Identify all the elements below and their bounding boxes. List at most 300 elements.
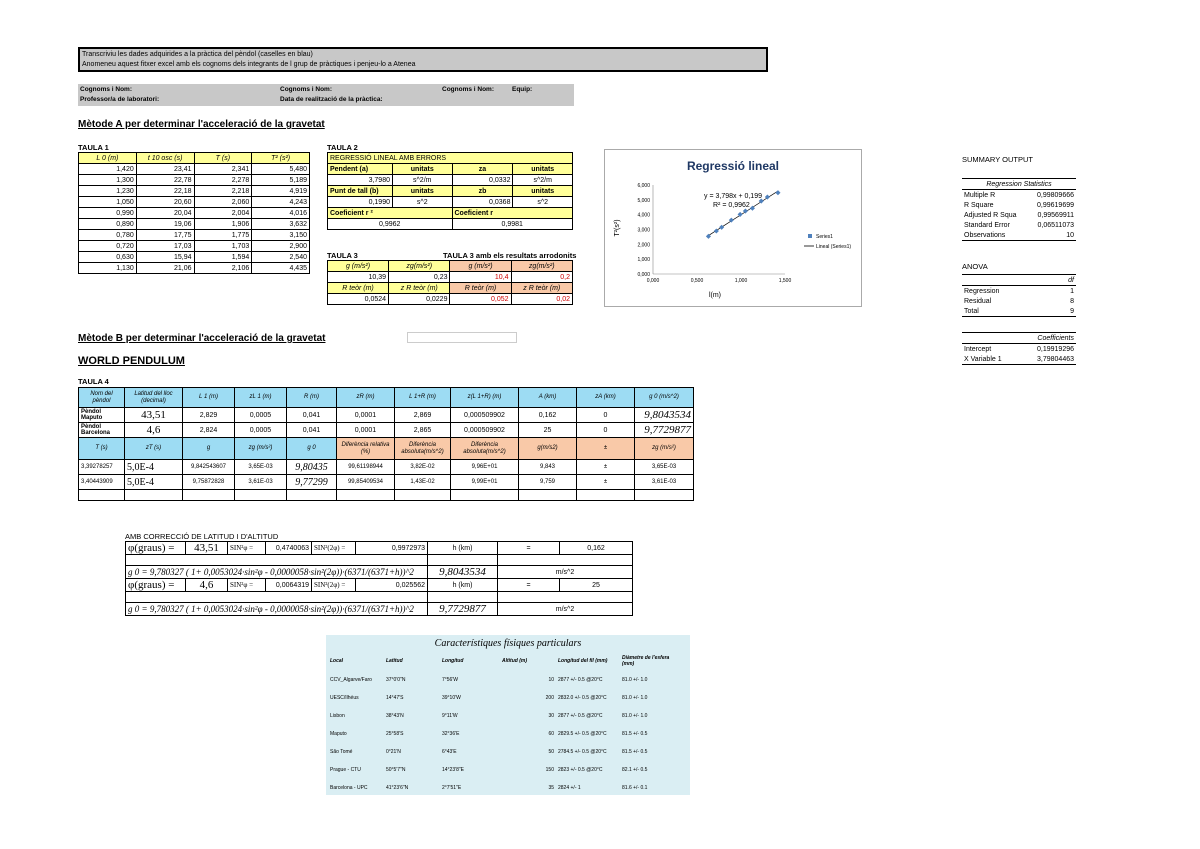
t1-cell[interactable]: 3,150	[252, 230, 310, 241]
t4-cell: 0,162	[519, 408, 577, 423]
t1-cell[interactable]: 5,480	[252, 164, 310, 175]
t4-cell2: ±	[577, 460, 635, 475]
t4-cell2: 9,96E+01	[451, 460, 519, 475]
t1-cell[interactable]: 4,243	[252, 197, 310, 208]
t1-cell[interactable]: 2,218	[194, 186, 252, 197]
g0-result-2: 9,7729877	[428, 603, 498, 616]
t4-cell2: 9,843	[519, 460, 577, 475]
coef-value: 0,19919296	[1037, 345, 1074, 353]
t4-header-cell: R (m)	[287, 388, 337, 408]
t4-cell: 0,000509902	[451, 423, 519, 438]
chart-ytick-label: 6,000	[637, 183, 650, 189]
char-cell: 35	[548, 785, 554, 791]
char-cell: 2877 +/- 0.5 @20°C	[558, 677, 603, 683]
t4-cell: 0,0001	[337, 423, 395, 438]
t2-coef-r-value: 0,9981	[452, 219, 573, 230]
summary-row	[962, 200, 1076, 210]
surnames-field-1[interactable]: Cognoms i Nom:	[80, 86, 132, 93]
t1-cell[interactable]: 2,278	[194, 175, 252, 186]
char-header-cell: Longitud	[442, 658, 464, 664]
t3-h-g: g (m/s²)	[328, 261, 389, 272]
regression-stats-table	[962, 178, 1076, 241]
t4-cell2: 1,43E-02	[395, 475, 451, 490]
chart-equation: y = 3,798x + 0,199	[704, 193, 762, 200]
t1-cell[interactable]: 1,703	[194, 241, 252, 252]
t4-cell[interactable]: 4,6	[125, 423, 183, 438]
t1-cell[interactable]: 0,720	[79, 241, 137, 252]
t3-h-zr-rounded: z R teòr (m)	[511, 283, 572, 294]
t4-header2-cell: Diferència absoluta(m/s^2)	[451, 438, 519, 460]
summary-row	[962, 190, 1076, 201]
t4-cell: 9,7729877	[635, 423, 694, 438]
altitude-value-1[interactable]: 0,162	[560, 542, 633, 555]
char-header-cell: Diàmetre de l'esfera (mm)	[622, 655, 670, 667]
sin2phi-label-2: SIN²φ =	[228, 579, 266, 592]
char-cell: 14°47'S	[386, 695, 404, 701]
t1-row	[79, 186, 310, 197]
chart-xtick-label: 0,500	[690, 278, 704, 284]
summary-label: Standard Error	[964, 221, 1010, 229]
taula1-label: TAULA 1	[78, 143, 109, 152]
t4-cell: 0,0001	[337, 408, 395, 423]
char-cell: 81.0 +/- 1.0	[622, 677, 648, 683]
t1-cell[interactable]: 1,420	[79, 164, 137, 175]
char-cell: 25°58'S	[386, 731, 404, 737]
sin2phi-label-1: SIN²φ =	[228, 542, 266, 555]
t4-header-cell: g 0 (m/s^2)	[635, 388, 694, 408]
t3-zr-rounded: 0,02	[511, 294, 572, 305]
t4-cell: 0,0005	[235, 408, 287, 423]
chart-ytick-label: 3,000	[637, 227, 650, 234]
char-cell: 41°23'6"N	[386, 785, 409, 791]
t4-cell[interactable]: 2,824	[183, 423, 235, 438]
t1-cell[interactable]: 0,780	[79, 230, 137, 241]
t4-header2-cell: g(m/s2)	[519, 438, 577, 460]
char-cell: 37°0'0"N	[386, 677, 406, 683]
char-cell: 50°5'7"N	[386, 767, 406, 773]
coefficients-header: Coefficients	[1019, 333, 1076, 344]
summary-label: Adjusted R Squa	[964, 211, 1017, 219]
t2-pendent-unit: s^2/m	[393, 175, 453, 186]
taula4-table	[78, 387, 694, 501]
char-row	[328, 761, 684, 779]
characteristics-table	[328, 651, 684, 797]
t3-h-zg: zg(m/s²)	[389, 261, 450, 272]
t2-units-4: unitats	[513, 186, 573, 197]
t1-cell[interactable]: 1,594	[194, 252, 252, 263]
char-cell: 14°23'8"E	[442, 767, 464, 773]
char-cell: 2877 +/- 0.5 @20°C	[558, 713, 603, 719]
t3-zg: 0,23	[389, 272, 450, 283]
t2-units-2: unitats	[513, 164, 573, 175]
t3-g: 10,39	[328, 272, 389, 283]
method-a-title: Mètode A per determinar l'acceleració de la gravetat	[78, 119, 325, 130]
phi-value-1[interactable]: 43,51	[186, 542, 228, 555]
equals-1: =	[498, 542, 560, 555]
t4-header-cell: L 1+R (m)	[395, 388, 451, 408]
t4-cell2: 9,759	[519, 475, 577, 490]
t4-cell: 0,041	[287, 423, 337, 438]
date-field[interactable]: Data de realització de la pràctica:	[280, 96, 383, 103]
char-cell: Lisbon	[330, 713, 345, 719]
char-cell: Barcelona - UPC	[330, 785, 368, 791]
student-info-bar	[78, 84, 574, 106]
g0-unit-2: m/s^2	[498, 603, 633, 616]
summary-row	[962, 220, 1076, 230]
t1-cell[interactable]: 1,906	[194, 219, 252, 230]
t1-row	[79, 241, 310, 252]
phi-value-2[interactable]: 4,6	[186, 579, 228, 592]
char-cell: 6°43'E	[442, 749, 457, 755]
regression-chart[interactable]	[604, 149, 862, 307]
t3-h-zg-rounded: zg(m/s²)	[511, 261, 572, 272]
t1-cell[interactable]: 2,004	[194, 208, 252, 219]
empty-input-box[interactable]	[407, 332, 517, 343]
char-cell: 39°10'W	[442, 695, 461, 701]
t1-cell[interactable]: 2,341	[194, 164, 252, 175]
chart-legend	[804, 234, 851, 250]
chart-ytick-label: 1,000	[637, 257, 650, 264]
t3-r: 0,0524	[328, 294, 389, 305]
chart-title: Regressió lineal	[686, 159, 780, 173]
characteristics-title: Característiques físiques particulars	[434, 638, 582, 649]
t4-header2-cell: ±	[577, 438, 635, 460]
t4-header2-cell: zT (s)	[125, 438, 183, 460]
t4-cell: 0,041	[287, 408, 337, 423]
gravity-formula-1: g 0 = 9,780327 ( 1+ 0,0053024·sin²φ - 0,0000058·sin²(2φ))·(6371/(6371+h))^2	[126, 566, 428, 579]
char-cell: 7°56'W	[442, 677, 459, 683]
anova-label: Regression	[964, 287, 1000, 295]
t1-row	[79, 230, 310, 241]
anova-row	[962, 296, 1076, 306]
t2-coef-r2-label: Coeficient r ²	[328, 208, 453, 219]
t1-cell[interactable]: 19,06	[136, 219, 194, 230]
phi-label-1: φ(graus) =	[126, 542, 186, 555]
char-row	[328, 671, 684, 689]
char-cell: 10	[548, 677, 554, 683]
t1-cell[interactable]: 4,919	[252, 186, 310, 197]
char-header-cell: Longitud del fil (mm)	[558, 658, 608, 664]
coef-value: 3,79804463	[1019, 354, 1076, 365]
t4-cell[interactable]: 2,829	[183, 408, 235, 423]
char-header-cell: Latitud	[386, 658, 403, 664]
char-cell: 81.5 +/- 0.5	[622, 749, 648, 755]
anova-row	[962, 286, 1076, 297]
t3-zg-rounded: 0,2	[511, 272, 572, 283]
t4-cell: 0,000509902	[451, 408, 519, 423]
t2-punt-value: 0,1990	[328, 197, 393, 208]
summary-row	[962, 230, 1076, 241]
char-cell: 2832.0 +/- 0.5 @20°C	[558, 695, 607, 701]
t4-cell: 0	[577, 423, 635, 438]
coefficients-table	[962, 332, 1076, 365]
legend-series1-marker	[808, 234, 812, 238]
t4-cell2[interactable]: 5,0E-4	[125, 460, 183, 475]
t1-cell[interactable]: 0,630	[79, 252, 137, 263]
t1-cell[interactable]: 4,016	[252, 208, 310, 219]
char-cell: 81.6 +/- 0.1	[622, 785, 648, 791]
t4-cell2: 3,61E-03	[235, 475, 287, 490]
char-cell: CCV_Algarve/Faro	[330, 677, 372, 683]
t4-cell[interactable]: 43,51	[125, 408, 183, 423]
t4-cell2: 3,82E-02	[395, 460, 451, 475]
char-cell: 50	[548, 749, 554, 755]
anova-table	[962, 274, 1076, 317]
t2-za-value: 0,0332	[452, 175, 513, 186]
sin2-2phi-label-1: SIN²(2φ) =	[312, 542, 356, 555]
world-pendulum-title: WORLD PENDULUM	[78, 355, 185, 367]
t1-cell[interactable]: 15,94	[136, 252, 194, 263]
summary-value: 0,99619699	[1037, 201, 1074, 209]
anova-label: Total	[962, 306, 1053, 317]
taula3-rounded-label: TAULA 3 amb els resultats arrodonits	[443, 251, 577, 260]
t1-cell[interactable]: 22,78	[136, 175, 194, 186]
char-cell: UESC/Ilhéus	[330, 695, 359, 701]
t1-cell[interactable]: 1,775	[194, 230, 252, 241]
g0-result-1: 9,8043534	[428, 566, 498, 579]
t1-cell[interactable]: 20,04	[136, 208, 194, 219]
t1-cell[interactable]: 1,230	[79, 186, 137, 197]
altitude-label-2: h (km)	[428, 579, 498, 592]
t1-header-t2: T² (s²)	[252, 153, 310, 164]
chart-ytick-label: 0,000	[637, 272, 650, 278]
taula3-table	[327, 260, 573, 305]
t4-header-cell: L 1 (m)	[183, 388, 235, 408]
chart-point	[719, 225, 724, 230]
char-cell: 60	[548, 731, 554, 737]
anova-value: 8	[1070, 297, 1074, 305]
sin2-2phi-value-1: 0,9972973	[356, 542, 428, 555]
t4-cell2: 9,75872828	[183, 475, 235, 490]
taula2-label: TAULA 2	[327, 143, 358, 152]
char-row	[328, 689, 684, 707]
t4-cell[interactable]: Pèndol Maputo	[79, 408, 125, 423]
taula3-label: TAULA 3	[327, 251, 358, 260]
summary-value: 10	[1028, 230, 1076, 241]
t2-coef-r2-value: 0,9962	[328, 219, 453, 230]
t2-pendent-value: 3,7980	[328, 175, 393, 186]
t4-header-cell: Latitud del lloc (decimal)	[125, 388, 183, 408]
char-cell: 2°7'51"E	[442, 785, 462, 791]
t1-cell[interactable]: 1,130	[79, 263, 137, 274]
surnames-field-3[interactable]: Cognoms i Nom:	[442, 86, 494, 93]
chart-r-squared: R² = 0,9962	[713, 202, 750, 209]
t4-cell2[interactable]: 3,39278257	[79, 460, 125, 475]
summary-value: 0,99809666	[1037, 191, 1074, 199]
t2-punt-label: Punt de tall (b)	[328, 186, 393, 197]
t1-cell[interactable]: 20,60	[136, 197, 194, 208]
t4-cell2: 9,99E+01	[451, 475, 519, 490]
g0-unit-1: m/s^2	[498, 566, 633, 579]
char-cell: 2824 +/- 1	[558, 785, 581, 791]
t3-h-zr: z R teòr (m)	[389, 283, 450, 294]
taula1-table	[78, 152, 310, 274]
t4-row2	[79, 475, 694, 490]
t4-cell: 0	[577, 408, 635, 423]
char-cell: Prague - CTU	[330, 767, 361, 773]
t3-r-rounded: 0,052	[450, 294, 511, 305]
t2-zb-unit: s^2	[513, 197, 573, 208]
t1-row	[79, 197, 310, 208]
coef-row	[962, 344, 1076, 355]
instructions-banner	[78, 47, 768, 72]
t4-cell2: 3,61E-03	[635, 475, 694, 490]
t4-cell: 2,865	[395, 423, 451, 438]
t4-cell2: ±	[577, 475, 635, 490]
t1-row	[79, 208, 310, 219]
t1-cell[interactable]: 0,990	[79, 208, 137, 219]
char-row	[328, 725, 684, 743]
t1-header-t: T (s)	[194, 153, 252, 164]
surnames-field-2[interactable]: Cognoms i Nom:	[280, 86, 332, 93]
char-cell: 81.0 +/- 1.0	[622, 713, 648, 719]
chart-xlabel: l(m)	[708, 292, 722, 299]
t1-cell[interactable]: 17,03	[136, 241, 194, 252]
t4-row2	[79, 460, 694, 475]
t1-cell[interactable]: 2,060	[194, 197, 252, 208]
char-cell: São Tomé	[330, 749, 353, 755]
char-row	[328, 707, 684, 725]
chart-ytick-label: 2,000	[637, 242, 650, 249]
correction-table	[125, 541, 633, 616]
regression-chart-svg	[605, 150, 861, 306]
t1-cell[interactable]: 2,106	[194, 263, 252, 274]
t4-header2-cell: zg (m/s²)	[235, 438, 287, 460]
summary-label: Multiple R	[964, 191, 996, 199]
t4-header2-cell: T (s)	[79, 438, 125, 460]
t4-cell2: 9,842543607	[183, 460, 235, 475]
sin2-2phi-label-2: SIN²(2φ) =	[312, 579, 356, 592]
t4-header-cell: zA (km)	[577, 388, 635, 408]
char-cell: 2784.5 +/- 0.5 @20°C	[558, 749, 607, 755]
t1-cell[interactable]: 4,435	[252, 263, 310, 274]
chart-xtick-label: 1,000	[734, 278, 748, 284]
t4-cell: 0,0005	[235, 423, 287, 438]
chart-ytick-label: 4,000	[637, 212, 650, 219]
t4-cell2: 3,65E-03	[235, 460, 287, 475]
t1-row	[79, 252, 310, 263]
summary-row	[962, 210, 1076, 220]
char-cell: 2829.5 +/- 0.5 @20°C	[558, 731, 607, 737]
t1-cell[interactable]: 22,18	[136, 186, 194, 197]
t4-cell[interactable]: Pèndol Barcelona	[79, 423, 125, 438]
char-cell: 9°11'W	[442, 713, 458, 719]
t2-zb-value: 0,0368	[452, 197, 513, 208]
t3-zr: 0,0229	[389, 294, 450, 305]
team-field[interactable]: Equip:	[512, 86, 533, 93]
coef-label: Intercept	[964, 345, 992, 353]
t2-coef-r-label: Coeficient r	[452, 208, 573, 219]
t2-za-label: za	[452, 164, 513, 175]
t4-cell2: 9,77299	[287, 475, 337, 490]
correction-title: AMB CORRECCIÓ DE LATITUD I D'ALTITUD	[125, 532, 279, 541]
t1-cell[interactable]: 1,300	[79, 175, 137, 186]
taula4-label: TAULA 4	[78, 377, 109, 386]
t4-row	[79, 423, 694, 438]
char-cell: 32°36'E	[442, 731, 460, 737]
chart-ytick-label: 5,000	[637, 197, 650, 204]
anova-df-header: df	[1053, 275, 1076, 286]
legend-series1-label: Series1	[816, 234, 833, 240]
t3-h-g-rounded: g (m/s²)	[450, 261, 511, 272]
char-cell: 2823 +/- 0.5 @20°C	[558, 767, 603, 773]
summary-label: Observations	[962, 230, 1028, 241]
taula2-table	[327, 152, 573, 230]
chart-xtick-label: 0,000	[646, 278, 660, 284]
equals-2: =	[498, 579, 560, 592]
phi-label-2: φ(graus) =	[126, 579, 186, 592]
t1-cell[interactable]: 0,890	[79, 219, 137, 230]
t2-units-3: unitats	[393, 186, 453, 197]
t4-header2-cell: Diferència relativa (%)	[337, 438, 395, 460]
t4-cell: 25	[519, 423, 577, 438]
coef-row	[962, 354, 1076, 365]
char-cell: 81.5 +/- 0.5	[622, 731, 648, 737]
t1-cell[interactable]: 21,06	[136, 263, 194, 274]
t1-row	[79, 263, 310, 274]
char-cell: 150	[545, 767, 554, 773]
char-header-cell: Altitud (m)	[502, 658, 527, 664]
sin2-2phi-value-2: 0,025562	[356, 579, 428, 592]
t1-row	[79, 175, 310, 186]
t4-header-cell: zR (m)	[337, 388, 395, 408]
anova-title: ANOVA	[962, 262, 988, 271]
t4-cell2: 9,80435	[287, 460, 337, 475]
method-b-title: Mètode B per determinar l'acceleració de la gravetat	[78, 333, 326, 344]
regression-stats-header: Regression Statistics	[962, 179, 1076, 190]
t4-cell2[interactable]: 5,0E-4	[125, 475, 183, 490]
professor-field[interactable]: Professor/a de laboratori:	[80, 96, 160, 103]
sin2phi-value-2: 0,0064319	[266, 579, 312, 592]
char-cell: 38°43'N	[386, 713, 404, 719]
t1-row	[79, 164, 310, 175]
t4-cell2: 3,65E-03	[635, 460, 694, 475]
t1-cell[interactable]: 2,900	[252, 241, 310, 252]
t1-cell[interactable]: 2,540	[252, 252, 310, 263]
char-header-cell: Local	[330, 658, 344, 664]
anova-label: Residual	[964, 297, 992, 305]
t4-header2-cell: Diferència absoluta(m/s^2)	[395, 438, 451, 460]
legend-trend-label: Lineal (Series1)	[816, 244, 852, 250]
t1-cell[interactable]: 23,41	[136, 164, 194, 175]
t4-cell: 9,8043534	[635, 408, 694, 423]
t4-cell2: 99,85409534	[337, 475, 395, 490]
altitude-value-2[interactable]: 25	[560, 579, 633, 592]
char-cell: 30	[548, 713, 554, 719]
char-row	[328, 779, 684, 797]
t4-row	[79, 408, 694, 423]
t4-header2-cell: zg (m/s²)	[635, 438, 694, 460]
t1-cell[interactable]: 5,189	[252, 175, 310, 186]
t2-title: REGRESSIÓ LINEAL AMB ERRORS	[328, 153, 573, 164]
t2-punt-unit: s^2	[393, 197, 453, 208]
t1-cell[interactable]: 1,050	[79, 197, 137, 208]
summary-value: 0,99569911	[1037, 211, 1074, 219]
anova-value: 1	[1070, 287, 1074, 295]
t1-cell[interactable]: 17,75	[136, 230, 194, 241]
t4-cell2[interactable]: 3,40443909	[79, 475, 125, 490]
anova-row	[962, 306, 1076, 317]
characteristics-panel	[326, 635, 690, 795]
t1-cell[interactable]: 3,632	[252, 219, 310, 230]
summary-title: SUMMARY OUTPUT	[962, 155, 1033, 164]
t3-h-r-rounded: R teòr (m)	[450, 283, 511, 294]
t4-header-cell: Nom del pèndol	[79, 388, 125, 408]
t4-header-cell: A (km)	[519, 388, 577, 408]
char-row	[328, 743, 684, 761]
sin2phi-value-1: 0,4740063	[266, 542, 312, 555]
t3-h-r: R teòr (m)	[328, 283, 389, 294]
